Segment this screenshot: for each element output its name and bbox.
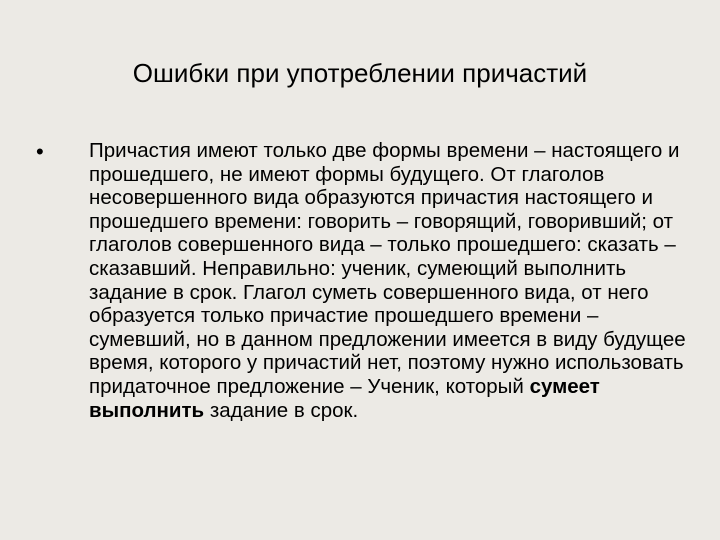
bullet-marker: • — [36, 139, 44, 164]
bullet-text-end: задание в срок. — [204, 398, 359, 422]
bullet-text-bold: сумеет выполнить — [89, 374, 600, 422]
bullet-text — [89, 139, 689, 422]
slide-title: Ошибки при употреблении причастий — [132, 58, 588, 88]
bullet-text-plain: Причастия имеют только две формы времени – настоящего и прошедшего, не имеют формы будущего. От глаголов несовершенного вида образуются причастия настоящего и прошедшего времени: говорить – говорящий, говоривший; от глаголов совершенного вида – только прошедшего: сказать – сказавший. Неправильно: ученик, сумеющий выполнить задание в срок. Глагол суметь совершенного вида, от него образуется только причастие прошедшего времени – сумевший, но в данном предложении имеется в виду будущее время, которого у причастий нет, поэтому нужно использовать придаточное предложение – Ученик, который — [89, 139, 686, 398]
